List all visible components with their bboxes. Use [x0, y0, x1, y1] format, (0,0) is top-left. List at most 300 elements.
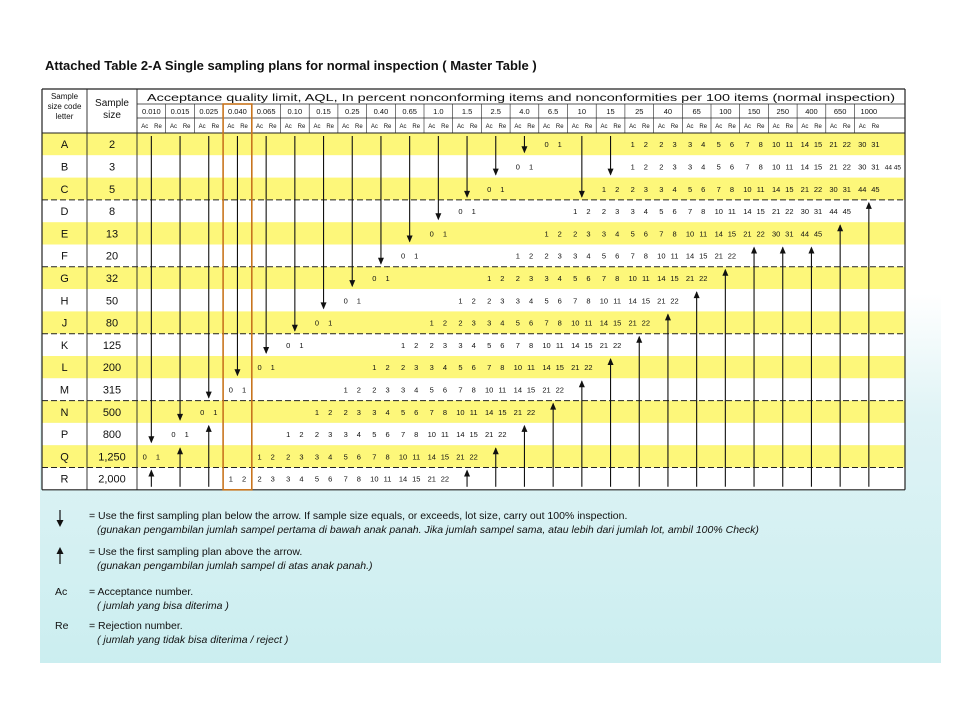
- row-sample-size: 1,250: [98, 451, 126, 464]
- re-header-label: Re: [584, 124, 593, 130]
- ac-value: 1: [601, 184, 607, 194]
- ac-value: 1: [487, 273, 492, 283]
- row-code-letter: D: [60, 206, 69, 219]
- re-value: 11: [383, 474, 392, 484]
- re-value: 4: [701, 140, 706, 150]
- re-value: 3: [557, 251, 562, 261]
- ac-header-label: Ac: [571, 124, 579, 130]
- re-value: 1: [184, 430, 189, 440]
- row-code-letter: F: [61, 250, 68, 263]
- row-sample-size: 125: [102, 339, 122, 352]
- ac-value: 14: [484, 407, 494, 417]
- re-header-label: Re: [642, 124, 650, 130]
- ac-value: 0: [286, 340, 291, 350]
- re-value: 15: [440, 452, 450, 462]
- ac-value: 1: [630, 162, 635, 172]
- row-code-letter: B: [60, 161, 69, 174]
- re-value: 22: [440, 474, 450, 484]
- re-value: 15: [670, 273, 679, 283]
- re-value: 6: [328, 474, 333, 484]
- ac-value: 21: [542, 385, 551, 395]
- ac-header-label: Ac: [342, 124, 350, 130]
- row-band: [42, 468, 905, 490]
- ac-value: 0: [372, 273, 377, 283]
- re-header-label: Re: [154, 124, 162, 130]
- re-value: 22: [670, 296, 679, 306]
- re-value: 1: [557, 140, 562, 150]
- re-value: 2: [270, 452, 275, 462]
- ac-header-label: Ac: [657, 124, 665, 130]
- re-header-label: Re: [670, 124, 679, 130]
- ac-value: 7: [745, 140, 750, 150]
- ac-value: 5: [687, 184, 693, 194]
- ac-header-label: Ac: [543, 124, 551, 130]
- re-value: 1: [528, 162, 534, 172]
- ac-value: 3: [286, 474, 291, 484]
- ac-value: 30: [771, 229, 781, 239]
- legend-re-text: = Rejection number.: [89, 620, 183, 632]
- ac-header-label: Ac: [169, 124, 177, 130]
- re-value: 2: [500, 273, 505, 283]
- re-value: 2: [328, 407, 333, 417]
- down-arrow-icon: [55, 510, 81, 531]
- aql-value-label: 0.10: [287, 107, 303, 116]
- re-value: 3: [672, 140, 677, 150]
- re-value: 6: [528, 318, 534, 328]
- ac-value: 10: [542, 340, 551, 350]
- ac-value: 14: [571, 340, 580, 350]
- ac-value: 2: [573, 229, 578, 239]
- ac-value: 21: [513, 407, 523, 417]
- re-value: 4: [356, 430, 361, 440]
- ac-header-label: Ac: [456, 124, 464, 130]
- ac-header-label: Ac: [514, 124, 522, 130]
- re-value: 11: [756, 184, 765, 194]
- re-value: 2: [528, 251, 534, 261]
- ac-value: 3: [314, 452, 320, 462]
- ac-value: 5: [343, 452, 348, 462]
- row-code-letter: C: [60, 183, 69, 196]
- aql-value-label: 0.040: [228, 107, 247, 116]
- aql-value-label: 0.15: [316, 107, 331, 116]
- aql-value-label: 1.5: [461, 107, 473, 116]
- ac-value: 10: [771, 140, 781, 150]
- row-code-letter: K: [60, 339, 69, 352]
- ac-value: 30: [858, 162, 867, 172]
- row-code-letter: R: [60, 473, 69, 486]
- ac-value: 0: [200, 407, 205, 417]
- re-value: 15: [699, 251, 708, 261]
- ac-header-label: Ac: [198, 124, 206, 130]
- re-value: 8: [758, 140, 763, 150]
- ac-value: 2: [487, 296, 492, 306]
- ac-value: 0: [544, 140, 549, 150]
- re-value: 1: [241, 385, 247, 395]
- ac-value: 1: [343, 385, 348, 395]
- ac-value: 14: [771, 184, 781, 194]
- ac-value: 0: [171, 430, 176, 440]
- re-value: 6: [586, 273, 591, 283]
- ac-value: 7: [487, 363, 492, 373]
- ac-value: 21: [599, 340, 609, 350]
- ac-value: 5: [544, 296, 549, 306]
- re-value: 15: [526, 385, 536, 395]
- row-sample-size: 5: [108, 183, 116, 196]
- re-value: 2: [241, 474, 247, 484]
- ac-value: 14: [599, 318, 609, 328]
- aql-value-label: 6.5: [547, 107, 559, 116]
- ac-value: 7: [400, 430, 406, 440]
- sample-size-header: size: [103, 110, 121, 121]
- re-value: 11: [498, 385, 507, 395]
- ac-value: 2: [630, 184, 635, 194]
- re-value: 2: [586, 207, 591, 217]
- re-value: 1: [414, 251, 419, 261]
- row-code-letter: E: [60, 228, 69, 241]
- ac-value: 1: [400, 340, 406, 350]
- re-value: 8: [385, 452, 390, 462]
- ac-value: 10: [628, 273, 637, 283]
- row-band: [42, 267, 905, 289]
- aql-value-label: 10: [577, 107, 587, 116]
- ac-value: 5: [716, 162, 721, 172]
- ac-value: 1: [429, 318, 434, 328]
- re-value: 8: [729, 184, 735, 194]
- re-value: 22: [612, 340, 622, 350]
- re-value: 6: [442, 385, 448, 395]
- ac-value: 7: [716, 184, 721, 194]
- ac-value: 44: [829, 207, 838, 217]
- ac-value: 1: [573, 207, 578, 217]
- ac-value: 14: [743, 207, 752, 217]
- re-header-label: Re: [756, 124, 765, 130]
- ac-value: 2: [343, 407, 348, 417]
- re-value: 11: [785, 162, 794, 172]
- ac-value: 10: [513, 363, 523, 373]
- re-value: 2: [643, 140, 648, 150]
- ac-value: 0: [429, 229, 434, 239]
- re-value: 11: [527, 363, 535, 373]
- re-value: 11: [699, 229, 708, 239]
- re-value: 22: [842, 140, 851, 150]
- ac-value: 1: [515, 251, 520, 261]
- re-header-label: Re: [297, 124, 306, 130]
- ac-header-label: Ac: [600, 124, 608, 130]
- ac-value: 3: [687, 162, 693, 172]
- ac-value: 2: [286, 452, 291, 462]
- re-value: 22: [699, 273, 708, 283]
- re-value: 4: [557, 273, 562, 283]
- re-value: 3: [328, 430, 333, 440]
- re-value: 8: [557, 318, 562, 328]
- re-value: 6: [471, 363, 476, 373]
- re-value: 45: [871, 184, 880, 194]
- ac-value: 3: [372, 407, 377, 417]
- re-value: 6: [729, 162, 735, 172]
- aql-value-label: 0.065: [256, 107, 276, 116]
- re-value: 4: [701, 162, 706, 172]
- re-value: 1: [270, 363, 275, 373]
- re-value: 11: [584, 318, 593, 328]
- ac-value: 10: [370, 474, 379, 484]
- aql-value-label: 0.010: [141, 107, 161, 116]
- document-title: Attached Table 2-A Single sampling plans for normal inspection ( Master Table ): [45, 58, 537, 73]
- re-value: 3: [442, 340, 448, 350]
- ac-value: 21: [714, 251, 723, 261]
- aql-value-label: 40: [663, 107, 673, 116]
- re-value: 6: [615, 251, 620, 261]
- re-header-label: Re: [814, 124, 822, 130]
- ac-value: 1: [544, 229, 549, 239]
- ac-value: 14: [456, 430, 465, 440]
- re-value: 11: [613, 296, 622, 306]
- legend-ac-translation: ( jumlah yang bisa diterima ): [97, 600, 229, 612]
- row-sample-size: 2: [108, 139, 116, 152]
- ac-value: 14: [398, 474, 408, 484]
- re-value: 45: [842, 207, 851, 217]
- ac-value: 21: [743, 229, 752, 239]
- row-code-letter: G: [60, 272, 69, 285]
- ac-value: 0: [400, 251, 406, 261]
- ac-value: 5: [630, 229, 635, 239]
- aql-value-label: 25: [635, 107, 644, 116]
- row-code-letter: L: [61, 362, 68, 375]
- re-value: 3: [672, 162, 677, 172]
- re-value: 31: [785, 229, 794, 239]
- re-value: 6: [643, 229, 648, 239]
- ac-header-label: Ac: [686, 124, 694, 130]
- re-value: 15: [555, 363, 564, 373]
- ac-value: 30: [800, 207, 810, 217]
- re-value: 2: [442, 318, 448, 328]
- re-header-label: Re: [441, 124, 449, 130]
- re-value: 2: [643, 162, 648, 172]
- re-value: 2: [299, 430, 304, 440]
- ac-value: 5: [601, 251, 607, 261]
- ac-value: 3: [544, 273, 549, 283]
- re-value: 15: [813, 162, 823, 172]
- ac-value: 2: [429, 340, 434, 350]
- ac-value: 3: [573, 251, 578, 261]
- re-value: 11: [641, 273, 650, 283]
- re-header-label: Re: [871, 124, 880, 130]
- aql-value-label: 100: [719, 107, 732, 116]
- re-value: 1: [299, 340, 304, 350]
- re-value: 22: [498, 430, 507, 440]
- aql-caption: Acceptance quality limit, AQL, In percent nonconforming items and nonconformities per 100 items (normal inspection): [147, 92, 895, 104]
- row-code-letter: Q: [60, 451, 69, 464]
- aql-value-label: 400: [805, 107, 818, 116]
- re-header-label: Re: [182, 124, 191, 130]
- re-value: 15: [785, 184, 794, 194]
- re-value: 8: [414, 430, 419, 440]
- ac-value: 0: [314, 318, 320, 328]
- ac-value: 10: [456, 407, 465, 417]
- re-header-label: Re: [555, 124, 564, 130]
- re-value: 1: [385, 273, 390, 283]
- re-value: 22: [756, 229, 765, 239]
- legend-down-text: = Use the first sampling plan below the arrow. If sample size equals, or exceeds, lot size, carry out 100% inspection.: [89, 510, 628, 522]
- ac-value: 44: [800, 229, 810, 239]
- row-sample-size: 50: [105, 295, 119, 308]
- ac-value: 1: [372, 363, 377, 373]
- row-sample-size: 13: [105, 228, 119, 241]
- re-header-label: Re: [211, 124, 220, 130]
- re-value: 4: [586, 251, 591, 261]
- re-value: 3: [356, 407, 361, 417]
- re-value: 4: [500, 318, 505, 328]
- ac-value: 3: [487, 318, 492, 328]
- re-value: 15: [498, 407, 507, 417]
- ac-value: 14: [628, 296, 637, 306]
- ac-value: 7: [687, 207, 693, 217]
- re-value: 4: [328, 452, 333, 462]
- ac-value: 2: [601, 207, 607, 217]
- re-value: 4: [528, 296, 534, 306]
- ac-value: 21: [628, 318, 637, 328]
- ac-value: 1: [257, 452, 262, 462]
- re-value: 8: [500, 363, 505, 373]
- row-code-letter: P: [60, 429, 69, 442]
- ac-header-label: Ac: [256, 124, 264, 130]
- row-sample-size: 2,000: [98, 473, 126, 486]
- ac-header-label: Ac: [772, 124, 780, 130]
- re-value: 3: [586, 229, 591, 239]
- re-value: 15: [612, 318, 622, 328]
- re-value: 8: [615, 273, 620, 283]
- legend-ac-text: = Acceptance number.: [89, 586, 194, 598]
- ac-value: 10: [599, 296, 609, 306]
- re-value: 4: [471, 340, 476, 350]
- re-value: 22: [842, 162, 851, 172]
- ac-value: 2: [544, 251, 549, 261]
- re-value: 1: [442, 229, 448, 239]
- re-value: 11: [670, 251, 679, 261]
- ac-value: 21: [427, 474, 436, 484]
- re-value: 1: [213, 407, 218, 417]
- re-header-label: Re: [728, 124, 736, 130]
- row-code-letter: J: [61, 317, 68, 330]
- re-value: 11: [555, 340, 564, 350]
- ac-value: 2: [400, 363, 406, 373]
- aql-value-label: 1.0: [433, 107, 444, 116]
- re-value: 6: [557, 296, 562, 306]
- re-value: 3: [615, 207, 620, 217]
- aql-value-label: 4.0: [519, 107, 530, 116]
- code-letter-header: letter: [55, 112, 74, 121]
- re-value: 15: [727, 229, 737, 239]
- ac-value: 2: [458, 318, 463, 328]
- re-value: 8: [442, 407, 448, 417]
- re-value: 4: [672, 184, 677, 194]
- ac-header-label: Ac: [830, 124, 838, 130]
- ac-value: 21: [800, 184, 810, 194]
- re-value: 2: [557, 229, 562, 239]
- re-value: 8: [528, 340, 534, 350]
- ac-value: 1: [630, 140, 635, 150]
- re-value: 6: [729, 140, 735, 150]
- ac-value: 0: [515, 162, 520, 172]
- ac-header-label: Ac: [370, 124, 378, 130]
- re-value: 3: [385, 385, 390, 395]
- re-value: 11: [441, 430, 449, 440]
- ac-header-label: Ac: [485, 124, 493, 130]
- ac-value: 3: [343, 430, 348, 440]
- ac-value: 7: [544, 318, 549, 328]
- re-value: 1: [471, 207, 476, 217]
- ac-value: 21: [456, 452, 465, 462]
- ac-header-label: Ac: [629, 124, 637, 130]
- ac-value: 14: [685, 251, 695, 261]
- ac-value: 14: [427, 452, 436, 462]
- ac-value: 30: [829, 184, 838, 194]
- ac-value: 44: [858, 184, 867, 194]
- re-value: 1: [328, 318, 333, 328]
- aql-value-label: 1000: [860, 107, 878, 116]
- ac-value: 10: [427, 430, 436, 440]
- ac-value: 7: [573, 296, 578, 306]
- row-sample-size: 32: [105, 272, 119, 285]
- ac-value: 7: [601, 273, 607, 283]
- ac-value: 2: [515, 273, 520, 283]
- legend-up-translation: (gunakan pengambilan jumlah sampel di atas anak panah.): [97, 560, 373, 572]
- ac-value: 21: [685, 273, 695, 283]
- ac-header-label: Ac: [801, 124, 809, 130]
- re-value: 4: [615, 229, 620, 239]
- ac-value: 2: [659, 140, 664, 150]
- ac-value: 21: [829, 140, 838, 150]
- aql-value-label: 150: [747, 107, 761, 116]
- ac-value: 21: [484, 430, 494, 440]
- ac-value: 5: [314, 474, 320, 484]
- re-value: 2: [615, 184, 620, 194]
- ac-value: 3: [601, 229, 607, 239]
- re-value: 22: [584, 363, 593, 373]
- re-value: 8: [356, 474, 361, 484]
- ac-value: 10: [484, 385, 494, 395]
- re-value: 4: [643, 207, 648, 217]
- ac-header-label: Ac: [227, 124, 235, 130]
- re-value: 4: [442, 363, 448, 373]
- row-code-letter: A: [60, 139, 69, 152]
- ac-value: 5: [429, 385, 434, 395]
- aql-value-label: 0.25: [344, 107, 360, 116]
- sample-size-header: Sample: [95, 98, 129, 109]
- ac-value: 14: [800, 140, 810, 150]
- re-value: 15: [641, 296, 651, 306]
- ac-value: 0: [257, 363, 262, 373]
- re-value: 4: [385, 407, 390, 417]
- re-value: 3: [299, 452, 304, 462]
- aql-value-label: 250: [776, 107, 790, 116]
- ac-value: 2: [257, 474, 262, 484]
- re-value: 8: [586, 296, 591, 306]
- row-sample-size: 200: [102, 362, 122, 375]
- code-letter-header: Sample: [50, 92, 79, 101]
- ac-value: 3: [400, 385, 406, 395]
- re-value: 22: [555, 385, 564, 395]
- ac-value: 2: [314, 430, 320, 440]
- re-header-label: Re: [498, 124, 507, 130]
- ac-value: 3: [515, 296, 520, 306]
- aql-value-label: 15: [606, 107, 615, 116]
- row-code-letter: H: [60, 295, 69, 308]
- re-value: 3: [500, 296, 505, 306]
- re-value: 8: [672, 229, 677, 239]
- re-header-label: Re: [268, 124, 277, 130]
- ac-value: 10: [571, 318, 580, 328]
- ac-value: 5: [458, 363, 463, 373]
